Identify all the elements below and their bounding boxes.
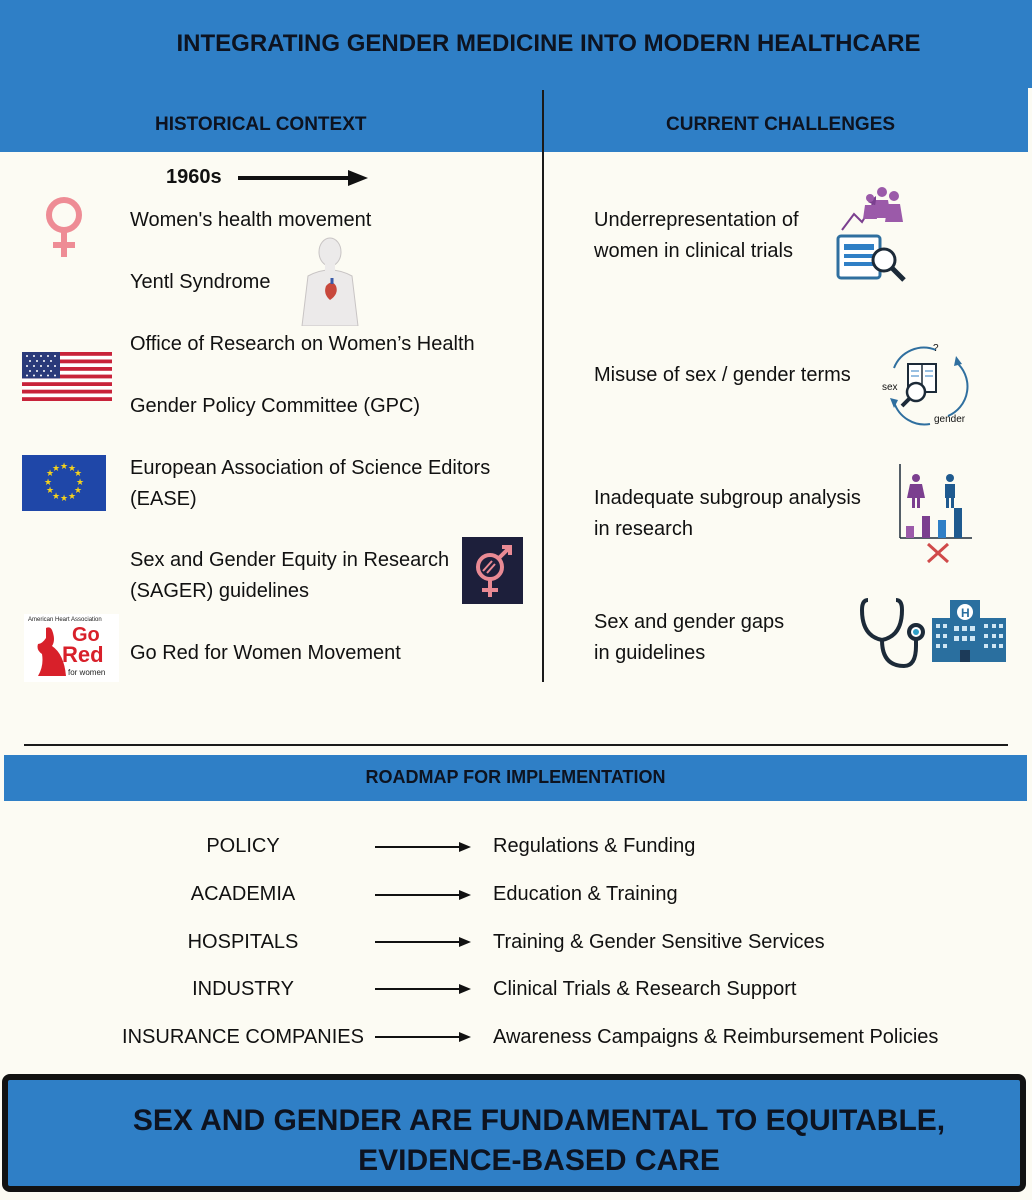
- question-mark-label: ?: [933, 343, 939, 354]
- column-divider: [542, 90, 544, 682]
- svg-text:★: ★: [75, 478, 85, 488]
- history-item-sager-line1: Sex and Gender Equity in Research: [130, 549, 450, 571]
- challenge-gaps-line2: in guidelines: [594, 642, 706, 664]
- history-item-yentl-syndrome: Yentl Syndrome: [130, 271, 271, 293]
- roadmap-arrow-icon: [375, 1031, 471, 1043]
- roadmap-sector-insurance: INSURANCE COMPANIES: [122, 1026, 364, 1048]
- svg-text:★: ★: [59, 462, 69, 472]
- challenge-subgroup-line2: in research: [594, 518, 693, 540]
- eu-flag-icon: [22, 455, 106, 511]
- female-symbol-icon: [40, 195, 88, 261]
- roadmap-sector-academia: ACADEMIA: [190, 883, 296, 905]
- female-body-heart-icon: [292, 236, 368, 326]
- roadmap-action-academia: Education & Training: [493, 883, 678, 905]
- sager-gender-symbol-icon: [462, 537, 523, 604]
- svg-text:★: ★: [59, 494, 69, 504]
- history-item-orwh: Office of Research on Women’s Health: [130, 333, 475, 355]
- challenge-misuse-terms: Misuse of sex / gender terms: [594, 364, 851, 386]
- subgroup-analysis-chart-icon: [896, 462, 976, 566]
- roadmap-arrow-icon: [375, 841, 471, 853]
- roadmap-action-policy: Regulations & Funding: [493, 835, 696, 857]
- stethoscope-hospital-icon: [858, 596, 1010, 672]
- roadmap-sector-policy: POLICY: [206, 835, 280, 857]
- section-divider: [24, 744, 1008, 746]
- timeline-arrow-icon: [238, 168, 370, 188]
- current-challenges-heading: CURRENT CHALLENGES: [666, 114, 896, 135]
- roadmap-action-insurance: Awareness Campaigns & Reimbursement Policies: [493, 1026, 939, 1048]
- sex-label: sex: [882, 382, 898, 393]
- conclusion-line2: EVIDENCE-BASED CARE: [358, 1144, 720, 1177]
- title-banner: [0, 0, 1032, 88]
- svg-text:★: ★: [67, 464, 77, 474]
- roadmap-arrow-icon: [375, 936, 471, 948]
- challenge-gaps-line1: Sex and gender gaps: [594, 611, 785, 633]
- svg-text:★: ★: [73, 469, 83, 479]
- roadmap-arrow-icon: [375, 889, 471, 901]
- us-flag-icon: [22, 352, 112, 401]
- history-item-ease-line2: (EASE): [130, 488, 197, 510]
- svg-text:H: H: [961, 606, 970, 620]
- roadmap-sector-hospitals: HOSPITALS: [187, 931, 299, 953]
- sex-gender-terms-icon: [876, 338, 972, 430]
- svg-text:★: ★: [45, 486, 55, 496]
- roadmap-heading: ROADMAP FOR IMPLEMENTATION: [365, 767, 666, 787]
- go-text: Go: [72, 624, 100, 646]
- roadmap-arrow-icon: [375, 983, 471, 995]
- svg-text:★: ★: [45, 469, 55, 479]
- historical-context-heading: HISTORICAL CONTEXT: [155, 114, 367, 135]
- for-women-text: for women: [68, 668, 106, 677]
- go-red-logo: [24, 614, 119, 682]
- svg-text:★: ★: [43, 478, 53, 488]
- history-item-ease-line1: European Association of Science Editors: [130, 457, 491, 479]
- clinical-trial-women-icon: [832, 184, 912, 284]
- roadmap-action-hospitals: Training & Gender Sensitive Services: [493, 931, 825, 953]
- history-item-sager-line2: (SAGER) guidelines: [130, 580, 309, 602]
- challenge-underrepresentation-line2: women in clinical trials: [594, 240, 793, 262]
- svg-text:★: ★: [51, 492, 61, 502]
- roadmap-action-industry: Clinical Trials & Research Support: [493, 978, 797, 1000]
- history-item-go-red: Go Red for Women Movement: [130, 642, 401, 664]
- red-text: Red: [62, 642, 104, 667]
- conclusion-line1: SEX AND GENDER ARE FUNDAMENTAL TO EQUITABLE,: [132, 1104, 946, 1137]
- svg-text:★: ★: [67, 492, 77, 502]
- svg-text:★: ★: [51, 464, 61, 474]
- conclusion-banner: [2, 1074, 1026, 1192]
- challenge-underrepresentation-line1: Underrepresentation of: [594, 209, 799, 231]
- svg-text:★: ★: [73, 486, 83, 496]
- gender-label: gender: [934, 414, 966, 425]
- challenge-subgroup-line1: Inadequate subgroup analysis: [594, 487, 861, 509]
- roadmap-sector-industry: INDUSTRY: [192, 978, 294, 1000]
- history-item-gpc: Gender Policy Committee (GPC): [130, 395, 421, 417]
- timeline-label: 1960s: [166, 166, 222, 188]
- aha-logo-text: American Heart Association: [28, 617, 102, 623]
- history-item-womens-health-movement: Women's health movement: [130, 209, 372, 231]
- page-title: INTEGRATING GENDER MEDICINE INTO MODERN HEALTHCARE: [176, 30, 921, 57]
- roadmap-header-band: [4, 755, 1027, 801]
